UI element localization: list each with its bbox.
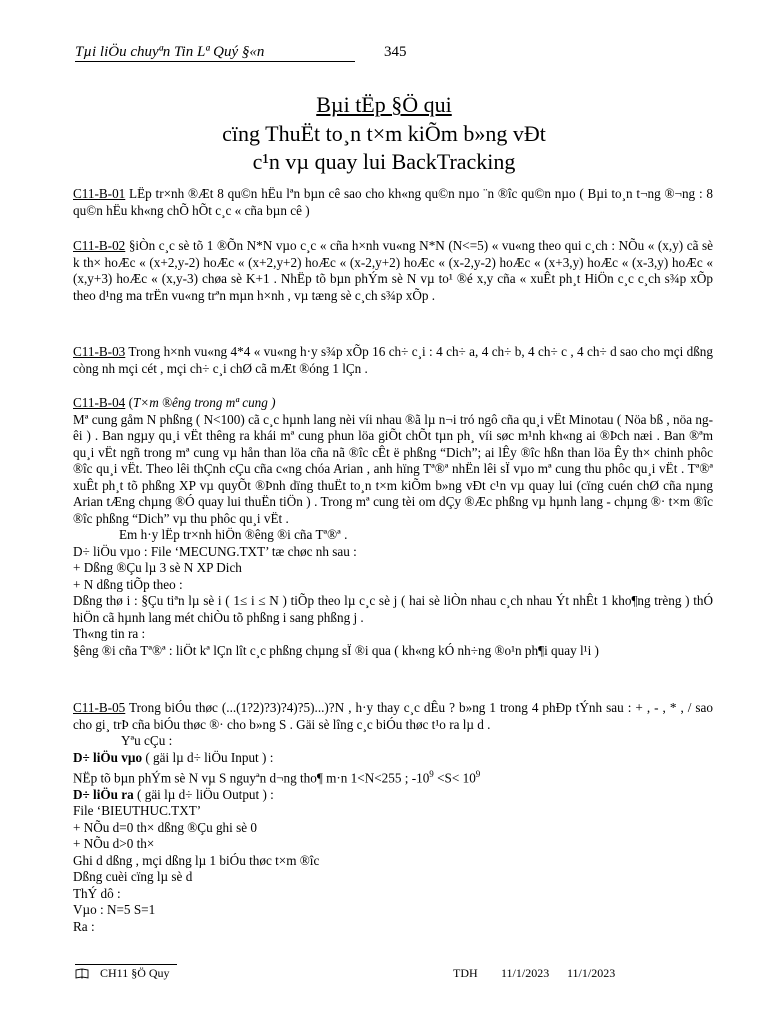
output-line: §êng ®i cña Tª®ª : liÖt kª lÇn lît c¸c phßng chµng sÏ ®i qua ( kh«ng kÓ nh÷ng ®o¹n ph¶i quay l¹i ) xyxy=(73,642,599,658)
exercise-code: C11-B-04 xyxy=(73,395,126,410)
example-output: Ra : xyxy=(73,918,95,934)
input-line: Dßng thø i : §Çu tiªn lµ sè i ( 1≤ i ≤ N ) tiÕp theo lµ c¸c sè j ( hai sè liÒn nhau c¸ch nhau Ýt nhÊt 1 kho¶ng trèng ) thÓ hiÖn cã hµnh lang mét chiÒu tõ phßng i sang phßng j . xyxy=(73,593,713,625)
output-heading: D÷ liÖu ra xyxy=(73,786,134,802)
output-line: Dßng cuèi cïng lµ sè d xyxy=(73,869,193,885)
output-line: File ‘BIEUTHUC.TXT’ xyxy=(73,803,202,819)
exercise-subtitle: T×m ®êng trong mª cung ) xyxy=(132,395,276,410)
exercise-c11-b-02 xyxy=(73,238,713,304)
book-icon xyxy=(75,968,89,979)
footer-chapter: CH11 §Ö Quy xyxy=(100,966,170,980)
input-line: NËp tõ bµn phÝm sè N vµ S nguyªn d¬ng tho¶ m·n 1<N<255 ; -10 xyxy=(73,770,430,786)
input-line: + N dßng tiÕp theo : xyxy=(73,576,183,592)
example-heading: ThÝ dô : xyxy=(73,885,121,901)
exercise-text: LËp tr×nh ®Æt 8 qu©n hËu lªn bµn cê sao cho kh«ng qu©n nµo ¨n ®îc qu©n nµo ( Bµi to¸n t¬ng ®¬ng : 8 qu©n hËu kh«ng chÕ hÕt c¸c « cña bµn cê ) xyxy=(73,186,713,218)
exercise-code: C11-B-03 xyxy=(73,344,126,359)
exercise-text: §iÒn c¸c sè tõ 1 ®Õn N*N vµo c¸c « cña h×nh vu«ng N*N (N<=5) « vu«ng theo qui c¸ch : NÕu « (x,y) cã sè k th× hoÆc « (x+2,y-2) hoÆc « (x+2,y+2) hoÆc « (x-2,y+2) hoÆc « (x-2,y-2) hoÆc « (x+3,y) hoÆc « (x-3,y) hoÆc « (x,y+3) hoÆc « (x,y-3) chøa sè K+1 . NhËp tõ bµn phÝm sè N vµ to¹ ®é x,y cña « xuÊt ph¸t HiÖn c¸c c¸ch s¾p xÕp theo d¹ng ma trËn vu«ng trªn mµn h×nh , vµ tæng sè c¸ch s¾p xÕp . xyxy=(73,238,713,303)
exercise-c11-b-05 xyxy=(73,700,713,935)
title-line-3: c¹n vµ quay lui BackTracking xyxy=(252,149,516,174)
page-number: 345 xyxy=(384,44,407,60)
exercise-paragraph: Mª cung gåm N phßng ( N<100) cã c¸c hµnh lang nèi víi nhau ®ã lµ n¬i tró ngô cña qu¸i vËt Minotau ( Nöa bß , nöa ngêi ) . Ban ngµy qu¸i vËt thêng ra khái mª cung phun löa giÕt chÕt tµn ph¸ víi søc m¹nh kh«ng ai ®Þch næi . Ban ®ªm qu¸i vËt ngñ trong mª cung vµ hån than löa cña nã ®îc cÊt ë phßng “Dich”; ai lÊy ®îc hßn than löa Êy th× chinh phôc ®îc qu¸i vËt. Theo lêi thÇnh cÇu cña c«ng chóa Arian , anh hïng Tª®ª nhËn lêi sÏ vµo mª cung thu phôc qu¸i vËt . Tª®ª xuÊt ph¸t tõ phßng XP vµ quyÕt ®Þnh dïng thuËt to¸n t×m kiÕm b»ng vÐt c¹n vµ quay lui (cïng cuén chØ cña nµng Arian tÆng chµng ®Ó quay lui thuËn tiÖn ) . Trong mª cung tèi om dÇy ®Æc phßng vµ hµnh lang - chµng ®· t×m ®îc ®îc phßng “Dich” vµ thu phôc qu¸i vËt . xyxy=(73,411,713,526)
footer-author: TDH xyxy=(453,966,478,980)
footer-date-1: 11/1/2023 xyxy=(501,966,550,980)
exercise-task: Em h·y lËp tr×nh hiÖn ®êng ®i cña Tª®ª . xyxy=(119,527,348,542)
title-line-1: Bµi tËp §Ö qui xyxy=(316,92,452,117)
exercise-code: C11-B-05 xyxy=(73,700,126,715)
output-heading-rest: ( gäi lµ d÷ liÖu Output ) : xyxy=(133,786,274,802)
exercise-subtitle-open: ( xyxy=(125,395,133,410)
footer-rule xyxy=(75,964,177,965)
output-line: Ghi d dßng , mçi dßng lµ 1 biÓu thøc t×m ®îc xyxy=(73,852,320,868)
header-rule xyxy=(75,61,355,62)
title-line-2: cïng ThuËt to¸n t×m kiÕm b»ng vÐt xyxy=(222,121,546,146)
running-header-title: Tµi liÖu chuyªn Tin Lª Quý §«n xyxy=(75,44,265,60)
input-heading: D÷ liÖu vµo xyxy=(73,749,143,765)
output-line: + NÕu d=0 th× dßng ®Çu ghi sè 0 xyxy=(73,819,257,835)
input-line: + Dßng ®Çu lµ 3 sè N XP Dich xyxy=(73,560,242,575)
exercise-c11-b-04 xyxy=(73,395,713,659)
exercise-code: C11-B-01 xyxy=(73,186,126,201)
exercise-c11-b-01 xyxy=(73,186,713,219)
exercise-code: C11-B-02 xyxy=(73,238,126,253)
example-input: Vµo : N=5 S=1 xyxy=(73,902,156,918)
exercise-text: Trong h×nh vu«ng 4*4 « vu«ng h·y s¾p xÕp 16 ch÷ c¸i : 4 ch÷ a, 4 ch÷ b, 4 ch÷ c , 4 ch÷ d sao cho mçi dßng còng nh mçi cét , mçi ch÷ c¸i chØ cã mÆt ®óng 1 lÇn . xyxy=(73,344,713,376)
footer-date-2: 11/1/2023 xyxy=(567,966,616,980)
output-line: + NÕu d>0 th× xyxy=(73,836,155,852)
exponent: 9 xyxy=(475,769,481,779)
input-line-mid: <S< 10 xyxy=(433,770,476,786)
input-heading: D÷ liÖu vµo : File ‘MECUNG.TXT’ tæ chøc nh sau : xyxy=(73,543,357,559)
output-heading: Th«ng tin ra : xyxy=(73,626,146,641)
input-heading-rest: ( gäi lµ d÷ liÖu Input ) : xyxy=(142,749,274,765)
requirement-heading: Yªu cÇu : xyxy=(121,733,173,748)
exponent: 9 xyxy=(429,769,434,779)
exercise-text: Trong biÓu thøc (...(1?2)?3)?4)?5)...)?N , h·y thay c¸c dÊu ? b»ng 1 trong 4 phÐp tÝnh sau : + , - , * , / sao cho gi¸ trÞ cña biÓu thøc ®· cho b»ng S . Gäi sè lîng c¸c biÓu thøc t¹o ra lµ d . xyxy=(73,700,713,732)
exercise-c11-b-03 xyxy=(73,344,713,377)
